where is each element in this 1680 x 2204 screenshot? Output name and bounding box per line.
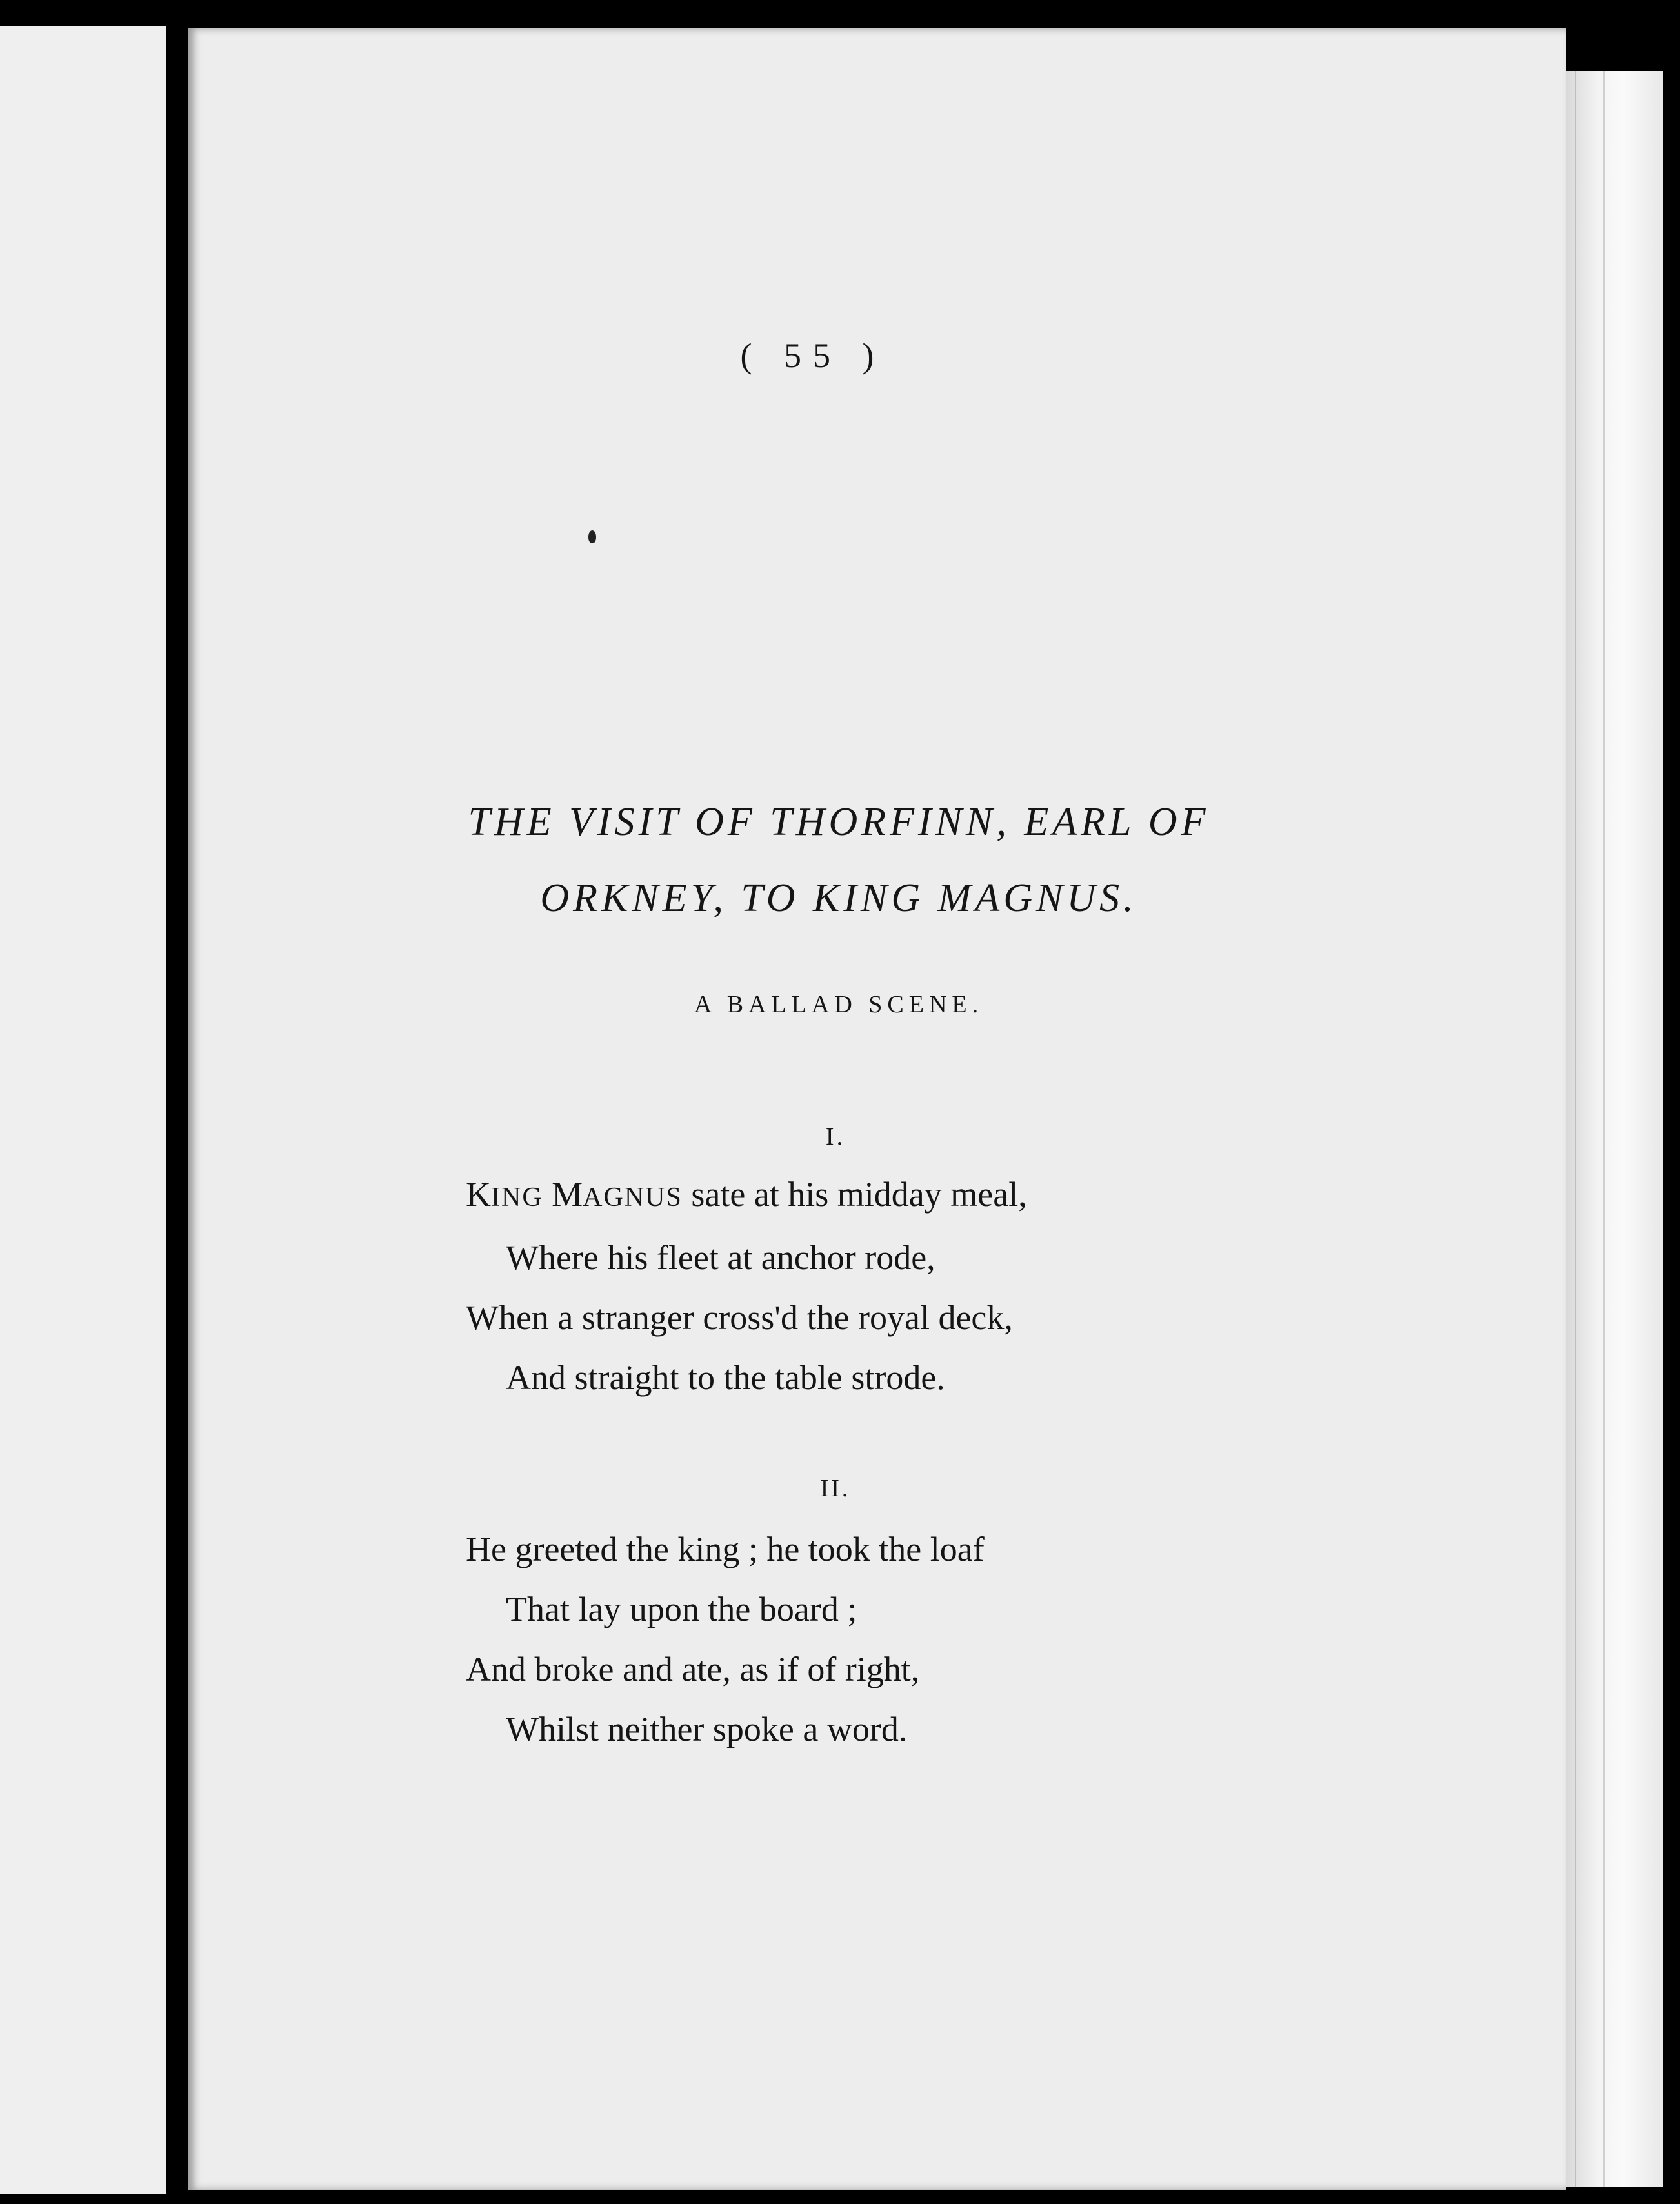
ink-speck [588,530,596,543]
verse-line: KING MAGNUS sate at his midday meal, [466,1175,1027,1214]
poem-title [387,784,1290,936]
verse-line: He greeted the king ; he took the loaf [466,1530,985,1568]
verse-line: And broke and ate, as if of right, [466,1650,920,1688]
stanza-number-1: I. [825,1123,846,1150]
facing-page [0,26,166,2194]
verse-line: Whilst neither spoke a word. [506,1710,908,1748]
stanza-1 [466,1165,1305,1408]
poem-title-line-2: ORKNEY, TO KING MAGNUS. [540,876,1137,920]
verse-line: When a stranger cross'd the royal deck, [466,1298,1013,1337]
verse-line: That lay upon the board ; [506,1590,857,1628]
page-edges [1566,71,1663,2187]
poem-subtitle: A BALLAD SCENE. [694,991,984,1018]
verse-line: And straight to the table strode. [506,1358,945,1397]
stanza-2 [466,1519,1305,1759]
verse-line: Where his fleet at anchor rode, [506,1238,935,1277]
poem-title-line-1: THE VISIT OF THORFINN, EARL OF [468,800,1210,844]
page-number: ( 55 ) [740,336,886,375]
stanza-number-2: II. [820,1475,851,1502]
